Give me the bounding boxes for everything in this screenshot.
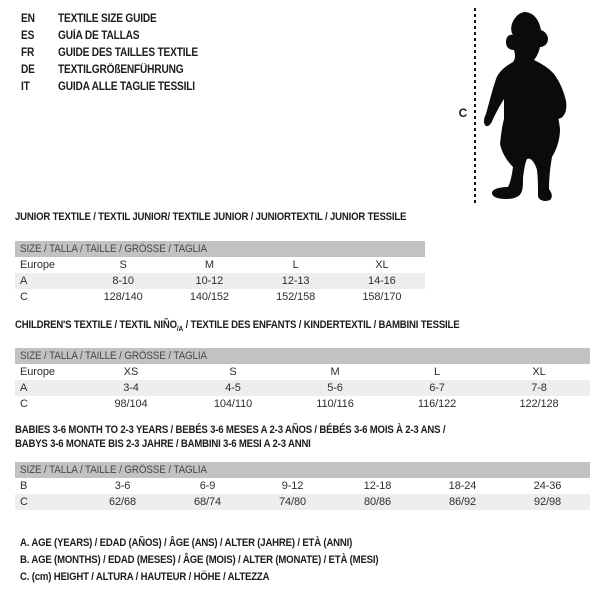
cell: 68/74: [193, 496, 222, 508]
cell: S: [119, 259, 127, 271]
baby-height-figure: [0, 0, 600, 210]
height-dashed-line: [474, 8, 476, 205]
size-header-bar: [15, 348, 590, 364]
lang-code: EN: [21, 13, 35, 25]
lang-code: ES: [21, 30, 35, 42]
cell: XL: [375, 259, 389, 271]
children-table-title: [15, 318, 515, 336]
cell: 158/170: [362, 291, 402, 303]
size-header-label: SIZE / TALLA / TAILLE / GRÖSSE / TAGLIA: [20, 350, 207, 363]
cell: 5-6: [327, 382, 343, 395]
table-row-europe: [15, 364, 590, 380]
cell: 110/116: [316, 398, 354, 411]
baby-silhouette-icon: [478, 6, 598, 206]
cell: 122/128: [519, 398, 559, 411]
row-label: B: [20, 480, 28, 492]
junior-size-table: [15, 241, 425, 305]
cell: 4-5: [225, 382, 241, 395]
table-row-height: [15, 494, 590, 510]
lang-title: TEXTILGRÖßENFÜHRUNG: [58, 64, 184, 76]
table-row-age: [15, 380, 590, 396]
cell: 7-8: [531, 382, 547, 395]
row-label: Europe: [20, 259, 55, 271]
size-header-bar: [15, 241, 425, 257]
cell: 12-18: [363, 480, 392, 492]
cell: 9-12: [281, 480, 304, 492]
table-row-europe: [15, 257, 425, 273]
title-text: / TEXTILE DES ENFANTS / KINDERTEXTIL / BAMBINI TESSILE: [183, 319, 460, 331]
size-header-label: SIZE / TALLA / TAILLE / GRÖSSE / TAGLIA: [20, 243, 207, 255]
legend-notes: [20, 535, 432, 586]
lang-title: TEXTILE SIZE GUIDE: [58, 13, 157, 25]
cell: 24-36: [533, 480, 562, 492]
lang-title: GUÍA DE TALLAS: [58, 30, 140, 42]
table-row-height: [15, 396, 590, 412]
row-label: A: [20, 382, 28, 395]
cell: 18-24: [448, 480, 477, 492]
cell: 86/92: [448, 496, 477, 508]
junior-table-title: JUNIOR TEXTILE / TEXTIL JUNIOR/ TEXTILE JUNIOR / JUNIORTEXTIL / JUNIOR TESSILE: [15, 211, 407, 223]
row-label: C: [20, 398, 28, 411]
cell: L: [433, 366, 441, 379]
cell: 98/104: [114, 398, 148, 411]
cell: XL: [532, 366, 546, 379]
cell: 3-4: [123, 382, 139, 395]
row-label: A: [20, 275, 28, 287]
cell: 116/122: [417, 398, 457, 411]
junior-textile-section: [15, 210, 425, 305]
cell: 6-7: [429, 382, 445, 395]
lang-title: GUIDA ALLE TAGLIE TESSILI: [58, 81, 195, 93]
row-label: C: [20, 291, 28, 303]
note-height-cm: C. (cm) HEIGHT / ALTURA / HAUTEUR / HÖHE / ALTEZZA: [20, 571, 270, 583]
cell: 3-6: [114, 480, 131, 492]
note-age-years: A. AGE (YEARS) / EDAD (AÑOS) / ÂGE (ANS) / ALTER (JAHRE) / ETÀ (ANNI): [20, 537, 353, 549]
cell: 74/80: [278, 496, 307, 508]
size-header-label: SIZE / TALLA / TAILLE / GRÖSSE / TAGLIA: [20, 464, 207, 476]
babies-size-table: [15, 462, 590, 510]
table-row-age-months: [15, 478, 590, 494]
cell: 14-16: [368, 275, 396, 287]
cell: 104/110: [213, 398, 253, 411]
cell: 152/158: [276, 291, 316, 303]
cell: M: [204, 259, 214, 271]
table-row-age: [15, 273, 425, 289]
height-dimension-label: C: [458, 106, 468, 120]
cell: 12-13: [281, 275, 310, 287]
cell: 128/140: [103, 291, 143, 303]
lang-title: GUIDE DES TAILLES TEXTILE: [58, 47, 198, 59]
lang-code: IT: [21, 81, 30, 93]
cell: 8-10: [112, 275, 134, 287]
title-text: CHILDREN'S TEXTILE / TEXTIL NIÑO: [15, 319, 177, 331]
cell: 140/152: [189, 291, 229, 303]
note-age-months: B. AGE (MONTHS) / EDAD (MESES) / ÂGE (MOIS) / ALTER (MONATE) / ETÀ (MESI): [20, 554, 379, 566]
cell: S: [229, 366, 237, 379]
cell: 80/86: [363, 496, 392, 508]
cell: XS: [123, 366, 139, 379]
babies-table-title-line2: BABYS 3-6 MONATE BIS 2-3 JAHRE / BAMBINI 3-6 MESI A 2-3 ANNI: [15, 438, 311, 450]
row-label: Europe: [20, 366, 55, 379]
row-label: C: [20, 496, 28, 508]
children-textile-section: [15, 318, 590, 412]
table-row-height: [15, 289, 425, 305]
children-size-table: [15, 348, 590, 412]
title-subscript: /A: [176, 324, 184, 334]
lang-code: DE: [21, 64, 35, 76]
cell: 92/98: [533, 496, 562, 508]
babies-table-title-line1: BABIES 3-6 MONTH TO 2-3 YEARS / BEBÉS 3-6 MESES A 2-3 AÑOS / BÉBÉS 3-6 MOIS À 2-3 ANS /: [15, 424, 446, 436]
cell: L: [292, 259, 299, 271]
cell: 6-9: [199, 480, 216, 492]
cell: 62/68: [108, 496, 137, 508]
lang-code: FR: [21, 47, 35, 59]
babies-textile-section: [15, 423, 590, 510]
cell: M: [330, 366, 340, 379]
size-header-bar: [15, 462, 590, 478]
cell: 10-12: [195, 275, 224, 287]
